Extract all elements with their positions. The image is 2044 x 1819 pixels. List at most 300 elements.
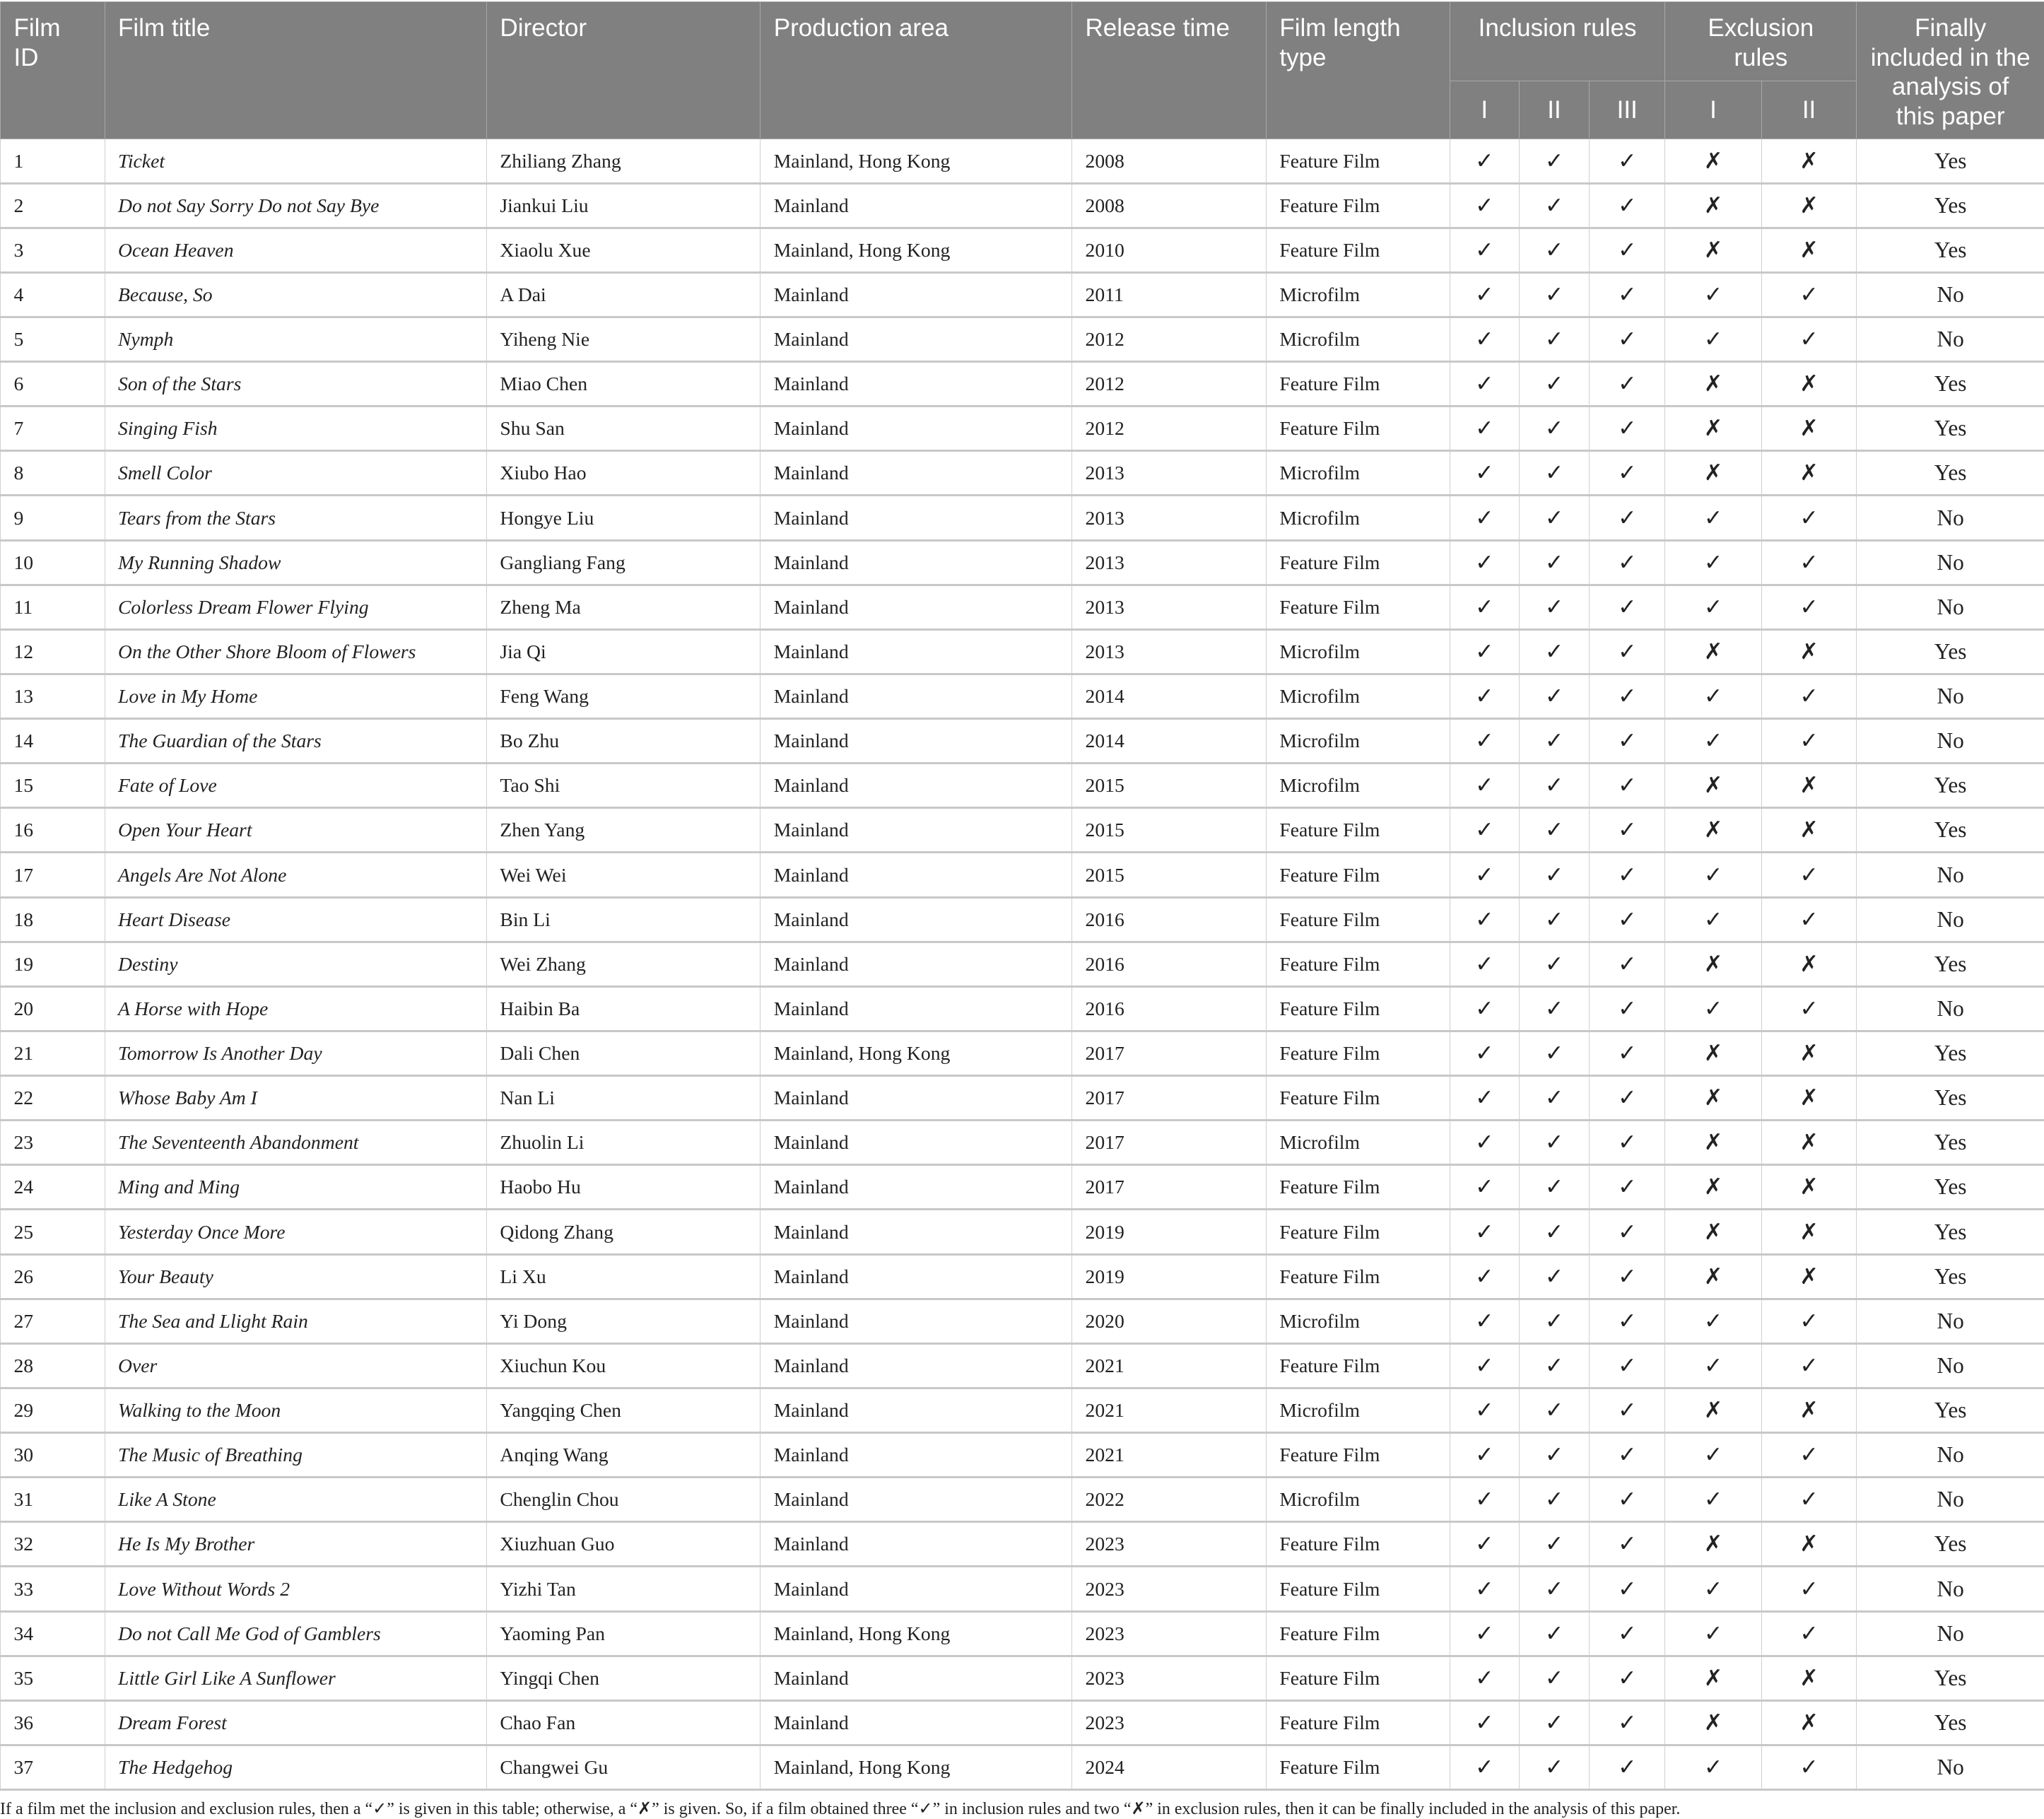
cell-inclusion-i: ✓ [1450, 897, 1519, 942]
cell-film-title: Heart Disease [105, 897, 486, 942]
cell-film-id: 27 [1, 1299, 105, 1343]
cell-inclusion-iii: ✓ [1590, 1254, 1665, 1299]
cell-inclusion-i: ✓ [1450, 853, 1519, 897]
cell-inclusion-ii: ✓ [1519, 139, 1590, 183]
cell-exclusion-i: ✓ [1665, 719, 1761, 764]
cell-production-area: Mainland, Hong Kong [760, 228, 1072, 272]
cell-inclusion-i: ✓ [1450, 1478, 1519, 1522]
cell-production-area: Mainland [760, 272, 1072, 317]
cell-inclusion-ii: ✓ [1519, 1745, 1590, 1789]
cell-film-title: Like A Stone [105, 1478, 486, 1522]
cell-exclusion-i: ✗ [1665, 1656, 1761, 1700]
cell-exclusion-i: ✓ [1665, 853, 1761, 897]
cell-director: Haobo Hu [486, 1165, 760, 1210]
cell-finally-included: Yes [1857, 362, 2044, 407]
cell-exclusion-i: ✓ [1665, 674, 1761, 718]
cell-inclusion-iii: ✓ [1590, 407, 1665, 451]
cell-film-length-type: Feature Film [1266, 1567, 1450, 1611]
cell-exclusion-ii: ✗ [1761, 1165, 1857, 1210]
cell-film-title: Fate of Love [105, 764, 486, 808]
cell-exclusion-i: ✓ [1665, 1745, 1761, 1789]
cell-inclusion-ii: ✓ [1519, 764, 1590, 808]
cell-film-id: 8 [1, 451, 105, 496]
cell-finally-included: Yes [1857, 808, 2044, 853]
cell-exclusion-i: ✗ [1665, 362, 1761, 407]
cell-film-length-type: Feature Film [1266, 1165, 1450, 1210]
cell-film-id: 19 [1, 942, 105, 986]
cell-inclusion-ii: ✓ [1519, 942, 1590, 986]
cell-director: Xiuchun Kou [486, 1343, 760, 1388]
header-inclusion-iii: III [1590, 81, 1665, 139]
cell-film-title: Colorless Dream Flower Flying [105, 585, 486, 629]
cell-inclusion-ii: ✓ [1519, 1210, 1590, 1254]
cell-film-length-type: Feature Film [1266, 986, 1450, 1031]
cell-film-title: Do not Call Me God of Gamblers [105, 1611, 486, 1656]
header-inclusion-rules: Inclusion rules [1450, 1, 1664, 81]
table-row [1, 362, 2044, 407]
cell-director: Tao Shi [486, 764, 760, 808]
cell-release-time: 2024 [1072, 1745, 1267, 1789]
table-row [1, 407, 2044, 451]
cell-exclusion-ii: ✗ [1761, 808, 1857, 853]
header-exclusion-rules: Exclusion rules [1665, 1, 1857, 81]
table-row [1, 496, 2044, 540]
cell-film-length-type: Feature Film [1266, 853, 1450, 897]
cell-inclusion-i: ✓ [1450, 942, 1519, 986]
cell-film-id: 16 [1, 808, 105, 853]
cell-exclusion-ii: ✗ [1761, 407, 1857, 451]
cell-inclusion-iii: ✓ [1590, 897, 1665, 942]
cell-exclusion-ii: ✓ [1761, 540, 1857, 585]
cell-film-length-type: Feature Film [1266, 362, 1450, 407]
cell-release-time: 2016 [1072, 942, 1267, 986]
cell-exclusion-ii: ✗ [1761, 451, 1857, 496]
cell-film-title: My Running Shadow [105, 540, 486, 585]
cell-inclusion-ii: ✓ [1519, 629, 1590, 674]
table-row [1, 1700, 2044, 1745]
cell-exclusion-i: ✗ [1665, 1700, 1761, 1745]
cell-release-time: 2019 [1072, 1210, 1267, 1254]
cell-inclusion-ii: ✓ [1519, 1165, 1590, 1210]
cell-production-area: Mainland [760, 1433, 1072, 1478]
cell-exclusion-i: ✗ [1665, 764, 1761, 808]
cell-inclusion-i: ✓ [1450, 585, 1519, 629]
cell-inclusion-iii: ✓ [1590, 1343, 1665, 1388]
cell-film-id: 5 [1, 317, 105, 361]
table-row [1, 1656, 2044, 1700]
cell-film-length-type: Feature Film [1266, 1611, 1450, 1656]
cell-inclusion-i: ✓ [1450, 1388, 1519, 1432]
cell-inclusion-i: ✓ [1450, 1745, 1519, 1789]
cell-exclusion-ii: ✓ [1761, 496, 1857, 540]
cell-film-length-type: Feature Film [1266, 585, 1450, 629]
cell-film-length-type: Microfilm [1266, 674, 1450, 718]
cell-production-area: Mainland [760, 764, 1072, 808]
cell-finally-included: No [1857, 1567, 2044, 1611]
cell-exclusion-i: ✓ [1665, 272, 1761, 317]
cell-finally-included: Yes [1857, 629, 2044, 674]
cell-finally-included: Yes [1857, 764, 2044, 808]
cell-production-area: Mainland [760, 853, 1072, 897]
cell-inclusion-iii: ✓ [1590, 228, 1665, 272]
cell-film-id: 1 [1, 139, 105, 183]
table-row [1, 853, 2044, 897]
cell-exclusion-ii: ✓ [1761, 317, 1857, 361]
table-row [1, 1210, 2044, 1254]
cell-film-length-type: Microfilm [1266, 272, 1450, 317]
cell-inclusion-iii: ✓ [1590, 1433, 1665, 1478]
header-production-area: Production area [760, 1, 1072, 139]
cell-inclusion-ii: ✓ [1519, 1478, 1590, 1522]
cell-film-id: 34 [1, 1611, 105, 1656]
cell-inclusion-iii: ✓ [1590, 139, 1665, 183]
cell-production-area: Mainland, Hong Kong [760, 1031, 1072, 1075]
cell-finally-included: Yes [1857, 1165, 2044, 1210]
cell-film-length-type: Microfilm [1266, 1121, 1450, 1165]
cell-inclusion-ii: ✓ [1519, 1611, 1590, 1656]
cell-inclusion-ii: ✓ [1519, 1700, 1590, 1745]
cell-director: Changwei Gu [486, 1745, 760, 1789]
cell-inclusion-ii: ✓ [1519, 1656, 1590, 1700]
cell-exclusion-ii: ✗ [1761, 1388, 1857, 1432]
cell-film-id: 20 [1, 986, 105, 1031]
cell-inclusion-ii: ✓ [1519, 496, 1590, 540]
cell-finally-included: Yes [1857, 1522, 2044, 1567]
cell-inclusion-iii: ✓ [1590, 1700, 1665, 1745]
cell-director: Yizhi Tan [486, 1567, 760, 1611]
cell-exclusion-ii: ✗ [1761, 1210, 1857, 1254]
table-row [1, 451, 2044, 496]
cell-film-title: Ocean Heaven [105, 228, 486, 272]
cell-inclusion-ii: ✓ [1519, 719, 1590, 764]
cell-inclusion-iii: ✓ [1590, 986, 1665, 1031]
cell-inclusion-i: ✓ [1450, 1522, 1519, 1567]
cell-exclusion-i: ✓ [1665, 1343, 1761, 1388]
cell-exclusion-i: ✗ [1665, 228, 1761, 272]
cell-inclusion-i: ✓ [1450, 362, 1519, 407]
cell-inclusion-i: ✓ [1450, 986, 1519, 1031]
cell-finally-included: No [1857, 540, 2044, 585]
cell-exclusion-i: ✓ [1665, 1478, 1761, 1522]
cell-film-title: Destiny [105, 942, 486, 986]
cell-director: Nan Li [486, 1076, 760, 1121]
cell-film-title: Little Girl Like A Sunflower [105, 1656, 486, 1700]
cell-inclusion-iii: ✓ [1590, 629, 1665, 674]
cell-film-id: 33 [1, 1567, 105, 1611]
cell-director: Hongye Liu [486, 496, 760, 540]
cell-exclusion-ii: ✗ [1761, 183, 1857, 228]
cell-exclusion-ii: ✗ [1761, 1522, 1857, 1567]
cell-finally-included: Yes [1857, 407, 2044, 451]
table-row [1, 1299, 2044, 1343]
cell-director: Jia Qi [486, 629, 760, 674]
cell-film-length-type: Feature Film [1266, 808, 1450, 853]
cell-inclusion-i: ✓ [1450, 629, 1519, 674]
cell-film-id: 15 [1, 764, 105, 808]
cell-film-length-type: Microfilm [1266, 1478, 1450, 1522]
cell-film-length-type: Microfilm [1266, 496, 1450, 540]
cell-film-length-type: Feature Film [1266, 1031, 1450, 1075]
table-row [1, 719, 2044, 764]
cell-film-length-type: Feature Film [1266, 407, 1450, 451]
cell-production-area: Mainland, Hong Kong [760, 1745, 1072, 1789]
table-row [1, 1567, 2044, 1611]
cell-exclusion-i: ✗ [1665, 139, 1761, 183]
cell-production-area: Mainland [760, 1343, 1072, 1388]
cell-director: Haibin Ba [486, 986, 760, 1031]
table-row [1, 629, 2044, 674]
cell-inclusion-ii: ✓ [1519, 317, 1590, 361]
cell-inclusion-iii: ✓ [1590, 496, 1665, 540]
cell-exclusion-i: ✓ [1665, 585, 1761, 629]
cell-film-id: 30 [1, 1433, 105, 1478]
cell-inclusion-i: ✓ [1450, 1433, 1519, 1478]
table-row [1, 1254, 2044, 1299]
cell-film-length-type: Microfilm [1266, 1299, 1450, 1343]
cell-exclusion-ii: ✓ [1761, 1478, 1857, 1522]
cell-inclusion-iii: ✓ [1590, 272, 1665, 317]
cell-exclusion-ii: ✗ [1761, 228, 1857, 272]
cell-release-time: 2016 [1072, 986, 1267, 1031]
cell-film-id: 37 [1, 1745, 105, 1789]
cell-release-time: 2023 [1072, 1611, 1267, 1656]
cell-inclusion-iii: ✓ [1590, 1031, 1665, 1075]
table-row [1, 139, 2044, 183]
cell-film-id: 4 [1, 272, 105, 317]
cell-exclusion-i: ✓ [1665, 1299, 1761, 1343]
cell-finally-included: No [1857, 1745, 2044, 1789]
cell-film-id: 3 [1, 228, 105, 272]
cell-release-time: 2020 [1072, 1299, 1267, 1343]
cell-director: A Dai [486, 272, 760, 317]
cell-release-time: 2021 [1072, 1388, 1267, 1432]
cell-inclusion-ii: ✓ [1519, 674, 1590, 718]
cell-inclusion-iii: ✓ [1590, 1611, 1665, 1656]
cell-inclusion-iii: ✓ [1590, 1076, 1665, 1121]
cell-exclusion-i: ✓ [1665, 1567, 1761, 1611]
cell-film-id: 25 [1, 1210, 105, 1254]
table-row [1, 183, 2044, 228]
cell-finally-included: Yes [1857, 1388, 2044, 1432]
cell-inclusion-i: ✓ [1450, 139, 1519, 183]
cell-director: Zheng Ma [486, 585, 760, 629]
cell-inclusion-ii: ✓ [1519, 1522, 1590, 1567]
cell-inclusion-ii: ✓ [1519, 451, 1590, 496]
cell-film-length-type: Feature Film [1266, 228, 1450, 272]
cell-exclusion-i: ✗ [1665, 1031, 1761, 1075]
cell-film-id: 18 [1, 897, 105, 942]
cell-film-title: Love in My Home [105, 674, 486, 718]
cell-exclusion-i: ✓ [1665, 540, 1761, 585]
cell-inclusion-i: ✓ [1450, 1210, 1519, 1254]
cell-film-id: 29 [1, 1388, 105, 1432]
cell-director: Li Xu [486, 1254, 760, 1299]
cell-inclusion-i: ✓ [1450, 1656, 1519, 1700]
header-inclusion-i: I [1450, 81, 1519, 139]
cell-finally-included: No [1857, 585, 2044, 629]
cell-finally-included: Yes [1857, 1700, 2044, 1745]
cell-production-area: Mainland [760, 808, 1072, 853]
cell-release-time: 2011 [1072, 272, 1267, 317]
cell-inclusion-ii: ✓ [1519, 407, 1590, 451]
cell-director: Wei Wei [486, 853, 760, 897]
cell-inclusion-ii: ✓ [1519, 1254, 1590, 1299]
cell-film-length-type: Feature Film [1266, 897, 1450, 942]
cell-inclusion-i: ✓ [1450, 1611, 1519, 1656]
cell-film-length-type: Feature Film [1266, 1656, 1450, 1700]
cell-director: Feng Wang [486, 674, 760, 718]
cell-release-time: 2013 [1072, 540, 1267, 585]
cell-production-area: Mainland [760, 1478, 1072, 1522]
cell-exclusion-ii: ✓ [1761, 674, 1857, 718]
cell-inclusion-i: ✓ [1450, 228, 1519, 272]
cell-film-length-type: Feature Film [1266, 1745, 1450, 1789]
cell-director: Shu San [486, 407, 760, 451]
cell-finally-included: No [1857, 1478, 2044, 1522]
cell-production-area: Mainland [760, 362, 1072, 407]
cell-release-time: 2017 [1072, 1165, 1267, 1210]
cell-exclusion-i: ✗ [1665, 942, 1761, 986]
cell-exclusion-ii: ✓ [1761, 853, 1857, 897]
cell-film-title: Your Beauty [105, 1254, 486, 1299]
cell-film-id: 12 [1, 629, 105, 674]
cell-inclusion-ii: ✓ [1519, 272, 1590, 317]
cell-exclusion-i: ✓ [1665, 1433, 1761, 1478]
table-row [1, 1031, 2044, 1075]
header-inclusion-ii: II [1519, 81, 1590, 139]
cell-film-id: 31 [1, 1478, 105, 1522]
table-row [1, 764, 2044, 808]
cell-release-time: 2010 [1072, 228, 1267, 272]
cell-inclusion-i: ✓ [1450, 719, 1519, 764]
cell-inclusion-iii: ✓ [1590, 585, 1665, 629]
cell-exclusion-ii: ✗ [1761, 139, 1857, 183]
cell-film-id: 32 [1, 1522, 105, 1567]
cell-inclusion-iii: ✓ [1590, 1165, 1665, 1210]
cell-exclusion-i: ✗ [1665, 629, 1761, 674]
cell-finally-included: No [1857, 1611, 2044, 1656]
cell-exclusion-i: ✓ [1665, 496, 1761, 540]
cell-finally-included: No [1857, 719, 2044, 764]
cell-exclusion-i: ✓ [1665, 986, 1761, 1031]
cell-release-time: 2014 [1072, 719, 1267, 764]
table-row [1, 1121, 2044, 1165]
cell-film-id: 36 [1, 1700, 105, 1745]
cell-finally-included: No [1857, 1343, 2044, 1388]
cell-exclusion-i: ✗ [1665, 1254, 1761, 1299]
cell-film-length-type: Microfilm [1266, 451, 1450, 496]
cell-film-title: Tears from the Stars [105, 496, 486, 540]
cell-inclusion-i: ✓ [1450, 1031, 1519, 1075]
cell-inclusion-iii: ✓ [1590, 942, 1665, 986]
cell-film-length-type: Microfilm [1266, 719, 1450, 764]
cell-release-time: 2013 [1072, 585, 1267, 629]
cell-finally-included: Yes [1857, 1076, 2044, 1121]
cell-inclusion-iii: ✓ [1590, 451, 1665, 496]
table-row [1, 1076, 2044, 1121]
cell-film-length-type: Feature Film [1266, 1433, 1450, 1478]
cell-film-title: The Seventeenth Abandonment [105, 1121, 486, 1165]
cell-exclusion-ii: ✓ [1761, 1433, 1857, 1478]
cell-production-area: Mainland [760, 540, 1072, 585]
cell-director: Yingqi Chen [486, 1656, 760, 1700]
cell-film-length-type: Feature Film [1266, 540, 1450, 585]
cell-finally-included: No [1857, 317, 2044, 361]
cell-film-title: Over [105, 1343, 486, 1388]
header-exclusion-i: I [1665, 81, 1761, 139]
header-finally-included: Finally included in the analysis of this paper [1857, 1, 2044, 139]
cell-inclusion-i: ✓ [1450, 496, 1519, 540]
cell-inclusion-iii: ✓ [1590, 317, 1665, 361]
cell-film-title: Angels Are Not Alone [105, 853, 486, 897]
table-row [1, 1522, 2044, 1567]
cell-inclusion-ii: ✓ [1519, 853, 1590, 897]
cell-release-time: 2019 [1072, 1254, 1267, 1299]
cell-film-title: Dream Forest [105, 1700, 486, 1745]
cell-exclusion-i: ✗ [1665, 1210, 1761, 1254]
cell-film-title: Tomorrow Is Another Day [105, 1031, 486, 1075]
cell-film-id: 14 [1, 719, 105, 764]
cell-exclusion-i: ✗ [1665, 183, 1761, 228]
cell-inclusion-iii: ✓ [1590, 1210, 1665, 1254]
cell-director: Zhiliang Zhang [486, 139, 760, 183]
header-film-title: Film title [105, 1, 486, 139]
cell-film-length-type: Feature Film [1266, 1210, 1450, 1254]
cell-film-length-type: Feature Film [1266, 942, 1450, 986]
cell-exclusion-ii: ✗ [1761, 1254, 1857, 1299]
cell-exclusion-ii: ✓ [1761, 585, 1857, 629]
cell-film-id: 6 [1, 362, 105, 407]
table-row [1, 585, 2044, 629]
cell-film-id: 23 [1, 1121, 105, 1165]
cell-film-title: A Horse with Hope [105, 986, 486, 1031]
cell-inclusion-i: ✓ [1450, 272, 1519, 317]
cell-film-id: 11 [1, 585, 105, 629]
cell-exclusion-ii: ✗ [1761, 1031, 1857, 1075]
cell-exclusion-i: ✓ [1665, 317, 1761, 361]
cell-production-area: Mainland [760, 496, 1072, 540]
cell-production-area: Mainland [760, 1567, 1072, 1611]
cell-film-title: On the Other Shore Bloom of Flowers [105, 629, 486, 674]
cell-director: Gangliang Fang [486, 540, 760, 585]
cell-inclusion-iii: ✓ [1590, 1745, 1665, 1789]
cell-finally-included: Yes [1857, 1254, 2044, 1299]
cell-film-length-type: Microfilm [1266, 317, 1450, 361]
cell-film-title: Ming and Ming [105, 1165, 486, 1210]
cell-release-time: 2012 [1072, 317, 1267, 361]
cell-finally-included: No [1857, 496, 2044, 540]
cell-inclusion-ii: ✓ [1519, 808, 1590, 853]
cell-film-length-type: Feature Film [1266, 1076, 1450, 1121]
table-row [1, 1165, 2044, 1210]
table-row [1, 986, 2044, 1031]
cell-production-area: Mainland, Hong Kong [760, 139, 1072, 183]
cell-release-time: 2013 [1072, 496, 1267, 540]
cell-film-length-type: Feature Film [1266, 1254, 1450, 1299]
cell-inclusion-i: ✓ [1450, 1299, 1519, 1343]
cell-release-time: 2021 [1072, 1343, 1267, 1388]
cell-production-area: Mainland [760, 1656, 1072, 1700]
cell-film-title: Yesterday Once More [105, 1210, 486, 1254]
cell-inclusion-ii: ✓ [1519, 1121, 1590, 1165]
cell-production-area: Mainland [760, 1076, 1072, 1121]
cell-film-length-type: Feature Film [1266, 183, 1450, 228]
table-row [1, 540, 2044, 585]
cell-release-time: 2008 [1072, 183, 1267, 228]
header-release-time: Release time [1072, 1, 1267, 139]
cell-film-title: The Sea and Llight Rain [105, 1299, 486, 1343]
cell-film-id: 9 [1, 496, 105, 540]
